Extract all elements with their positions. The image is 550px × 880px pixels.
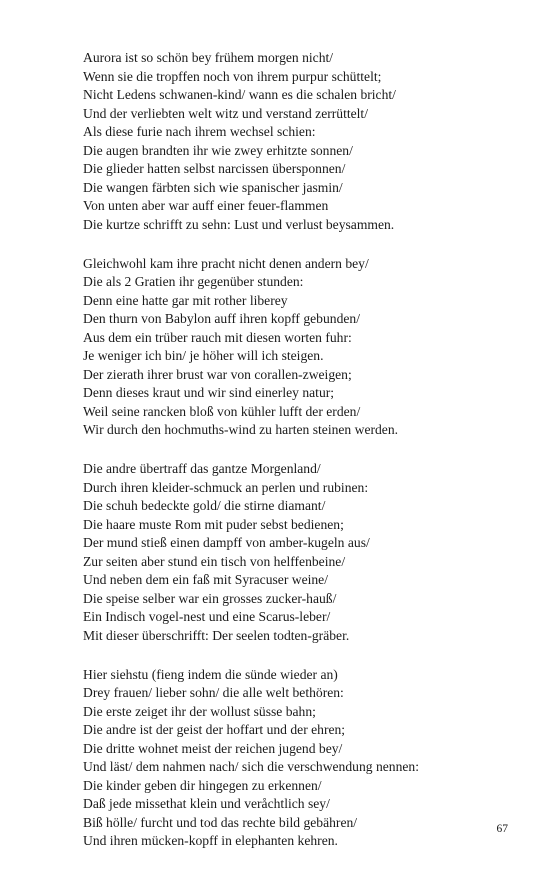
stanza-3 — [83, 460, 523, 645]
verse-line: Wir durch den hochmuths-wind zu harten steinen werden. — [83, 422, 399, 438]
verse-line: Durch ihren kleider-schmuck an perlen und rubinen: — [83, 479, 369, 495]
verse-line: Die haare muste Rom mit puder sebst bedienen; — [83, 516, 344, 532]
verse-line: Die andre übertraff das gantze Morgenland/ — [83, 461, 321, 477]
verse-line: Biß hölle/ furcht und tod das rechte bild gebähren/ — [83, 814, 358, 830]
verse-line: Der zierath ihrer brust war von corallen-zweigen; — [83, 366, 352, 382]
verse-line: Als diese furie nach ihrem wechsel schien: — [83, 124, 316, 139]
verse-line: Hier siehstu (fieng indem die sünde wieder an) — [83, 666, 338, 682]
verse-line: Die kurtze schrifft zu sehn: Lust und verlust beysammen. — [83, 216, 395, 232]
verse-line: Aus dem ein trüber rauch mit diesen worten fuhr: — [83, 329, 352, 345]
verse-line: Nicht Ledens schwanen-kind/ wann es die schalen bricht/ — [83, 87, 396, 102]
verse-line: Die als 2 Gratien ihr gegenüber stunden: — [83, 274, 304, 290]
poem-body — [83, 49, 523, 871]
verse-line: Die andre ist der geist der hoffart und der ehren; — [83, 722, 346, 738]
verse-line: Je weniger ich bin/ je höher will ich steigen. — [83, 348, 324, 364]
verse-line: Und läst/ dem nahmen nach/ sich die verschwendung nennen: — [83, 759, 419, 775]
verse-line: Zur seiten aber stund ein tisch von helffenbeine/ — [83, 553, 346, 569]
verse-line: Die wangen färbten sich wie spanischer jasmin/ — [83, 179, 343, 195]
verse-line: Drey frauen/ lieber sohn/ die alle welt bethören: — [83, 685, 344, 701]
verse-line: Die schuh bedeckte gold/ die stirne diamant/ — [83, 498, 326, 514]
verse-line: Von unten aber war auff einer feuer-flammen — [83, 198, 329, 213]
verse-line: Die speise selber war ein grosses zucker-hauß/ — [83, 590, 337, 606]
verse-line: Die dritte wohnet meist der reichen jugend bey/ — [83, 740, 343, 756]
stanza-1 — [83, 49, 523, 234]
verse-line: Aurora ist so schön bey frühem morgen nicht/ — [83, 50, 334, 65]
verse-line: Mit dieser überschrifft: Der seelen todten-gräber. — [83, 627, 350, 643]
verse-line: Den thurn von Babylon auff ihren kopff gebunden/ — [83, 311, 360, 327]
verse-line: Und neben dem ein faß mit Syracuser weine/ — [83, 572, 328, 588]
stanza-2 — [83, 255, 523, 440]
verse-line: Die kinder geben dir hingegen zu erkennen/ — [83, 777, 322, 793]
verse-line: Die augen brandten ihr wie zwey erhitzte sonnen/ — [83, 142, 353, 158]
verse-line: Die glieder hatten selbst narcissen übersponnen/ — [83, 161, 346, 176]
verse-line: Wenn sie die tropffen noch von ihrem purpur schüttelt; — [83, 68, 382, 84]
verse-line: Daß jede missethat klein und veråchtlich sey/ — [83, 796, 330, 812]
page-number: 67 — [496, 823, 508, 835]
verse-line: Der mund stieß einen dampff von amber-kugeln aus/ — [83, 535, 370, 551]
verse-line: Und ihren mücken-kopff in elephanten kehren. — [83, 833, 338, 849]
verse-line: Denn eine hatte gar mit rother liberey — [83, 292, 288, 308]
stanza-4 — [83, 666, 523, 851]
verse-line: Ein Indisch vogel-nest und eine Scarus-leber/ — [83, 609, 331, 625]
verse-line: Die erste zeiget ihr der wollust süsse bahn; — [83, 703, 316, 719]
verse-line: Denn dieses kraut und wir sind einerley natur; — [83, 385, 335, 401]
verse-line: Und der verliebten welt witz und verstand zerrüttelt/ — [83, 105, 368, 121]
verse-line: Weil seine rancken bloß von kühler lufft der erden/ — [83, 403, 361, 419]
verse-line: Gleichwohl kam ihre pracht nicht denen andern bey/ — [83, 255, 369, 271]
